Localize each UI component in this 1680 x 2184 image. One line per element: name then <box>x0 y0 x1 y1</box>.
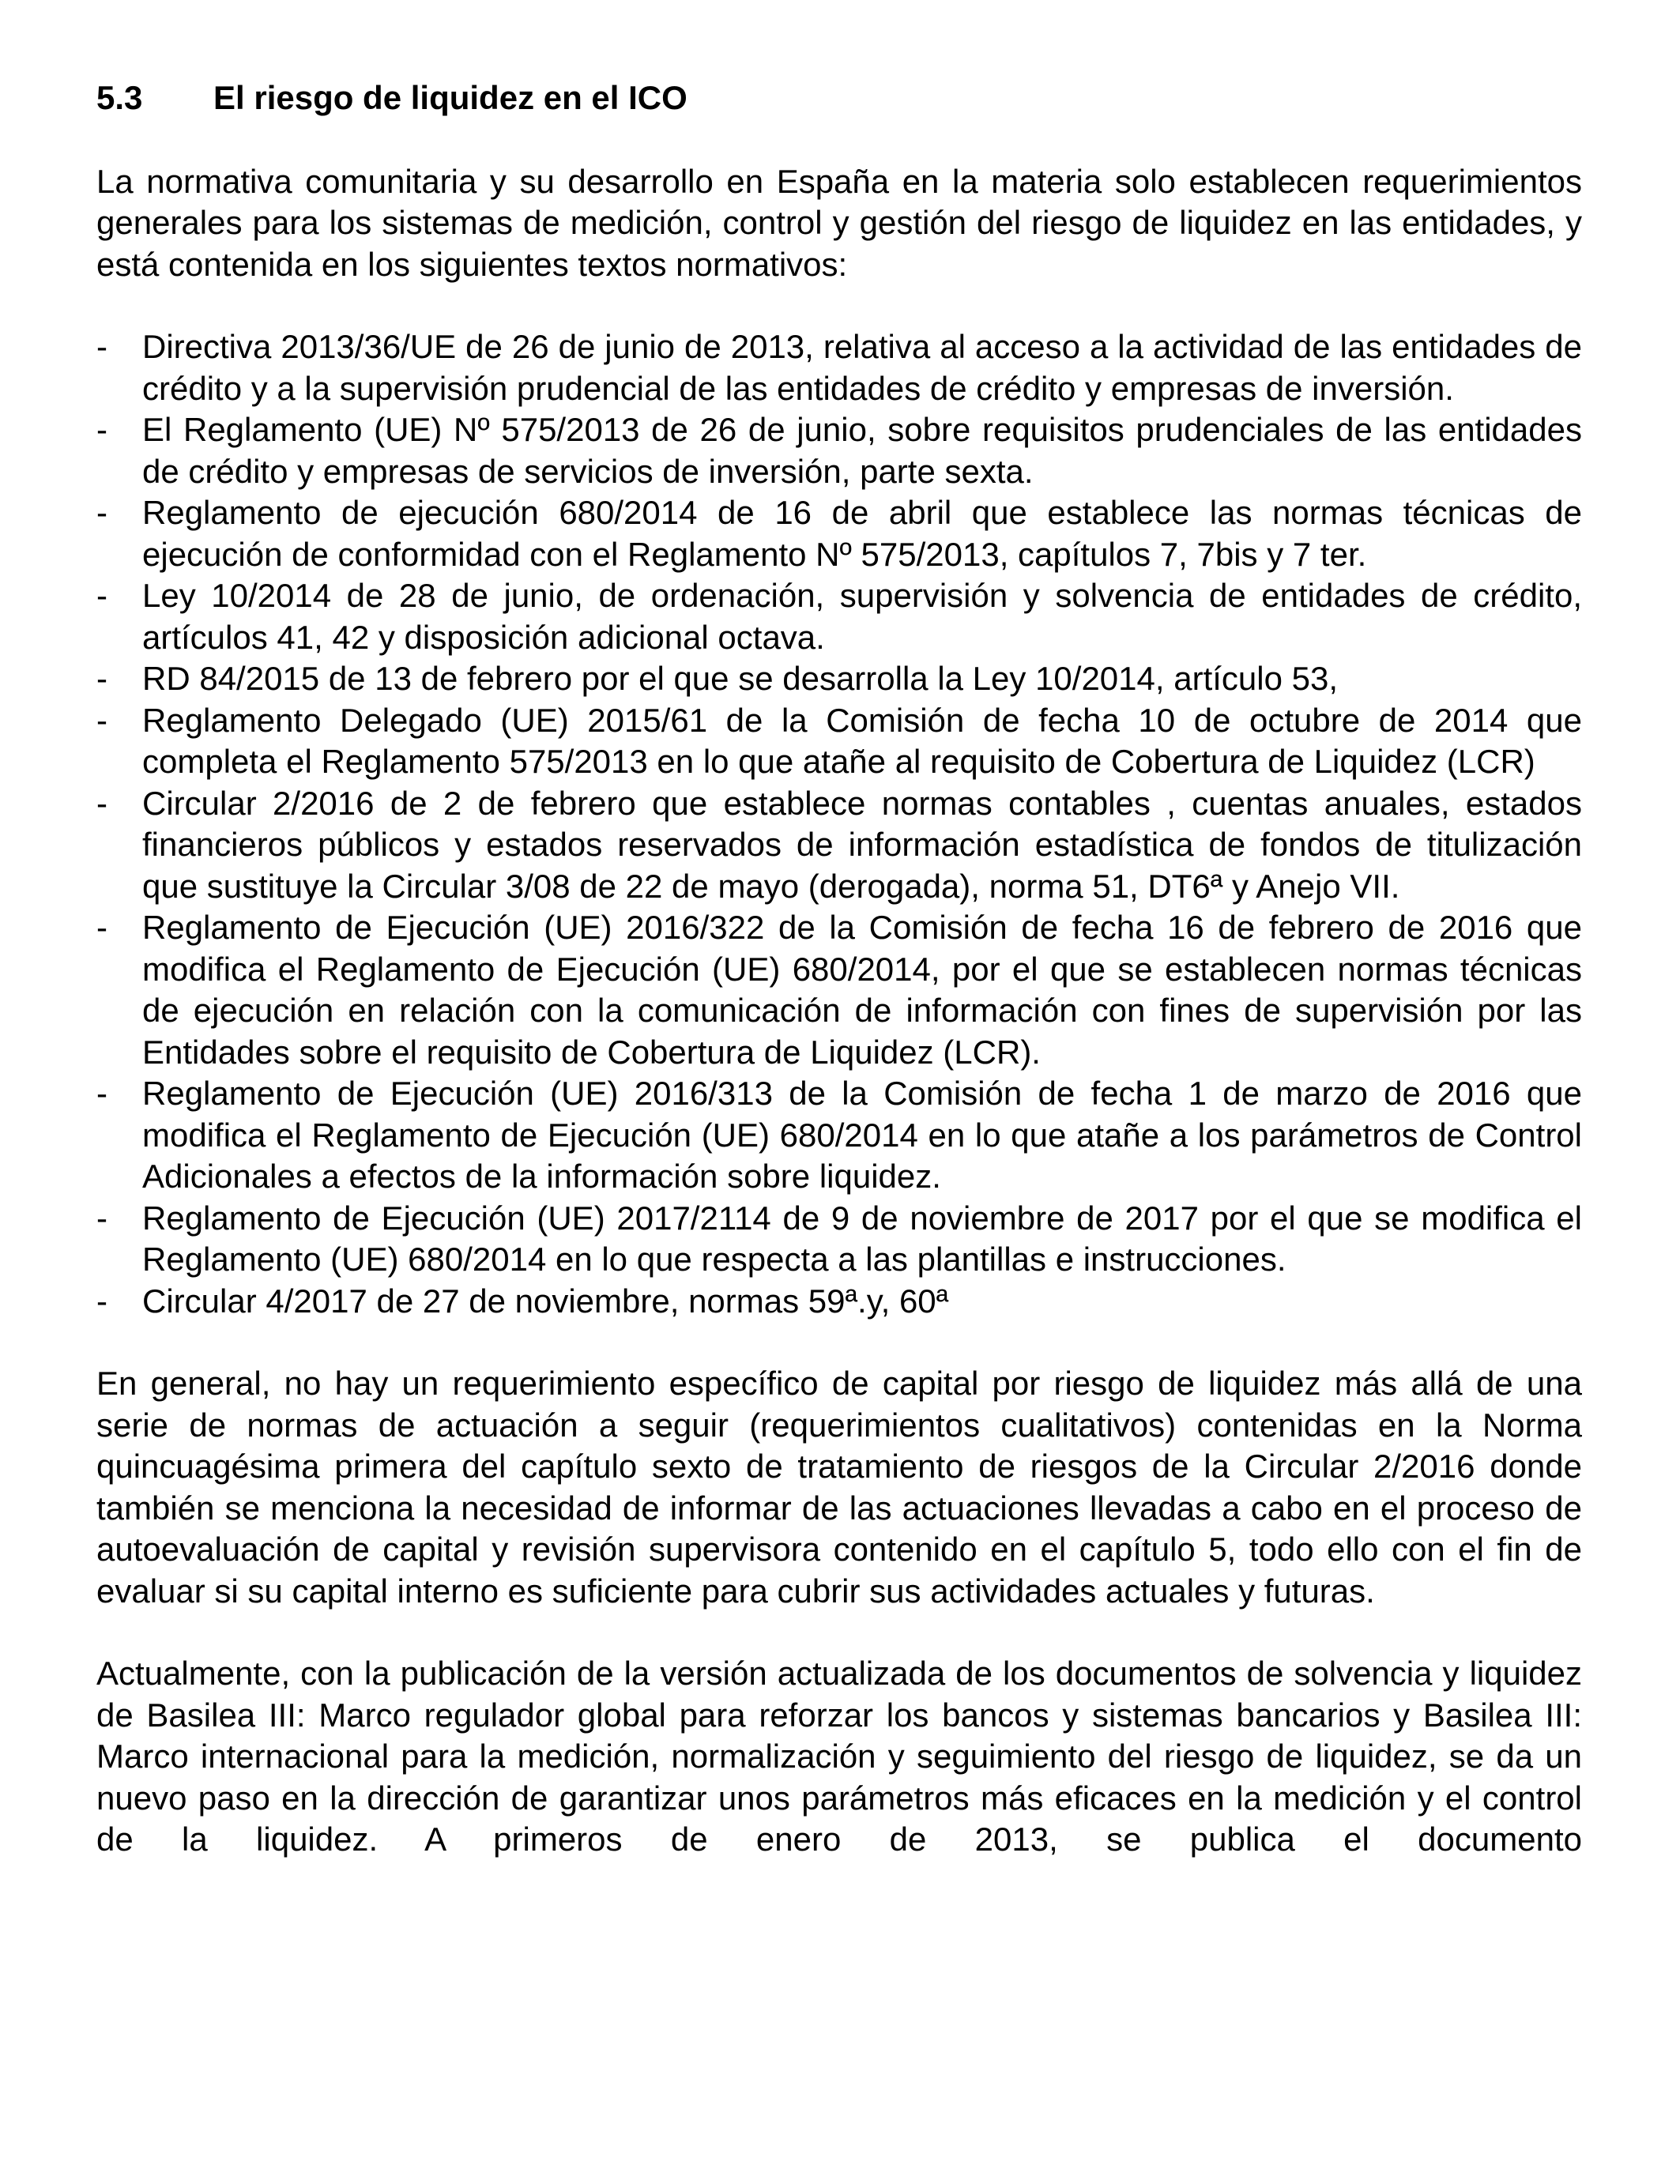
document-page <box>96 77 1582 1861</box>
regulation-item: - RD 84/2015 de 13 de febrero por el que se desarrolla la Ley 10/2014, artículo 53, <box>96 658 1582 700</box>
basilea-paragraph: Actualmente, con la publicación de la versión actualizada de los documentos de solvencia y liquidez de Basilea III: Marco regulador global para reforzar los bancos y sistemas bancarios y Basilea III: Marco internacional para la medición, normalización y seguimiento del riesgo de liquidez, se da un nuevo paso en la dirección de garantizar unos parámetros más eficaces en la medición y el control de la liquidez. A primeros de enero de 2013, se publica el documento <box>96 1655 1582 1858</box>
section-title: El riesgo de liquidez en el ICO <box>213 79 687 116</box>
regulation-item: - Ley 10/2014 de 28 de junio, de ordenación, supervisión y solvencia de entidades de crédito, artículos 41, 42 y disposición adicional octava. <box>96 575 1582 658</box>
regulation-item: - Circular 4/2017 de 27 de noviembre, normas 59ª.y, 60ª <box>96 1281 1582 1323</box>
regulation-item: - El Reglamento (UE) Nº 575/2013 de 26 de junio, sobre requisitos prudenciales de las entidades de crédito y empresas de servicios de inversión, parte sexta. <box>96 409 1582 492</box>
section-number: 5.3 <box>96 79 143 116</box>
regulations-list <box>96 326 1582 1322</box>
regulation-item: - Reglamento Delegado (UE) 2015/61 de la Comisión de fecha 10 de octubre de 2014 que completa el Reglamento 575/2013 en lo que atañe al requisito de Cobertura de Liquidez (LCR) <box>96 700 1582 783</box>
regulation-item: - Reglamento de Ejecución (UE) 2016/322 de la Comisión de fecha 16 de febrero de 2016 que modifica el Reglamento de Ejecución (UE) 680/2014, por el que se establecen normas técnicas de ejecución en relación con la comunicación de información con fines de supervisión por las Entidades sobre el requisito de Cobertura de Liquidez (LCR). <box>96 907 1582 1073</box>
section-heading <box>96 77 1582 119</box>
regulation-item: - Reglamento de Ejecución (UE) 2017/2114 de 9 de noviembre de 2017 por el que se modifica el Reglamento (UE) 680/2014 en lo que respecta a las plantillas e instrucciones. <box>96 1198 1582 1281</box>
regulation-item: - Circular 2/2016 de 2 de febrero que establece normas contables , cuentas anuales, estados financieros públicos y estados reservados de información estadística de fondos de titulización que sustituye la Circular 3/08 de 22 de mayo (derogada), norma 51, DT6ª y Anejo VII. <box>96 783 1582 908</box>
intro-paragraph: La normativa comunitaria y su desarrollo en España en la materia solo establecen requerimientos generales para los sistemas de medición, control y gestión del riesgo de liquidez en las entidades, y está contenida en los siguientes textos normativos: <box>96 162 1582 283</box>
regulation-item: - Directiva 2013/36/UE de 26 de junio de 2013, relativa al acceso a la actividad de las entidades de crédito y a la supervisión prudencial de las entidades de crédito y empresas de inversión. <box>96 326 1582 409</box>
general-paragraph: En general, no hay un requerimiento específico de capital por riesgo de liquidez más allá de una serie de normas de actuación a seguir (requerimientos cualitativos) contenidas en la Norma quincuagésima primera del capítulo sexto de tratamiento de riesgos de la Circular 2/2016 donde también se menciona la necesidad de informar de las actuaciones llevadas a cabo en el proceso de autoevaluación de capital y revisión supervisora contenido en el capítulo 5, todo ello con el fin de evaluar si su capital interno es suficiente para cubrir sus actividades actuales y futuras. <box>96 1365 1582 1610</box>
regulation-item: - Reglamento de ejecución 680/2014 de 16 de abril que establece las normas técnicas de ejecución de conformidad con el Reglamento Nº 575/2013, capítulos 7, 7bis y 7 ter. <box>96 492 1582 575</box>
regulation-item: - Reglamento de Ejecución (UE) 2016/313 de la Comisión de fecha 1 de marzo de 2016 que modifica el Reglamento de Ejecución (UE) 680/2014 en lo que atañe a los parámetros de Control Adicionales a efectos de la información sobre liquidez. <box>96 1073 1582 1198</box>
